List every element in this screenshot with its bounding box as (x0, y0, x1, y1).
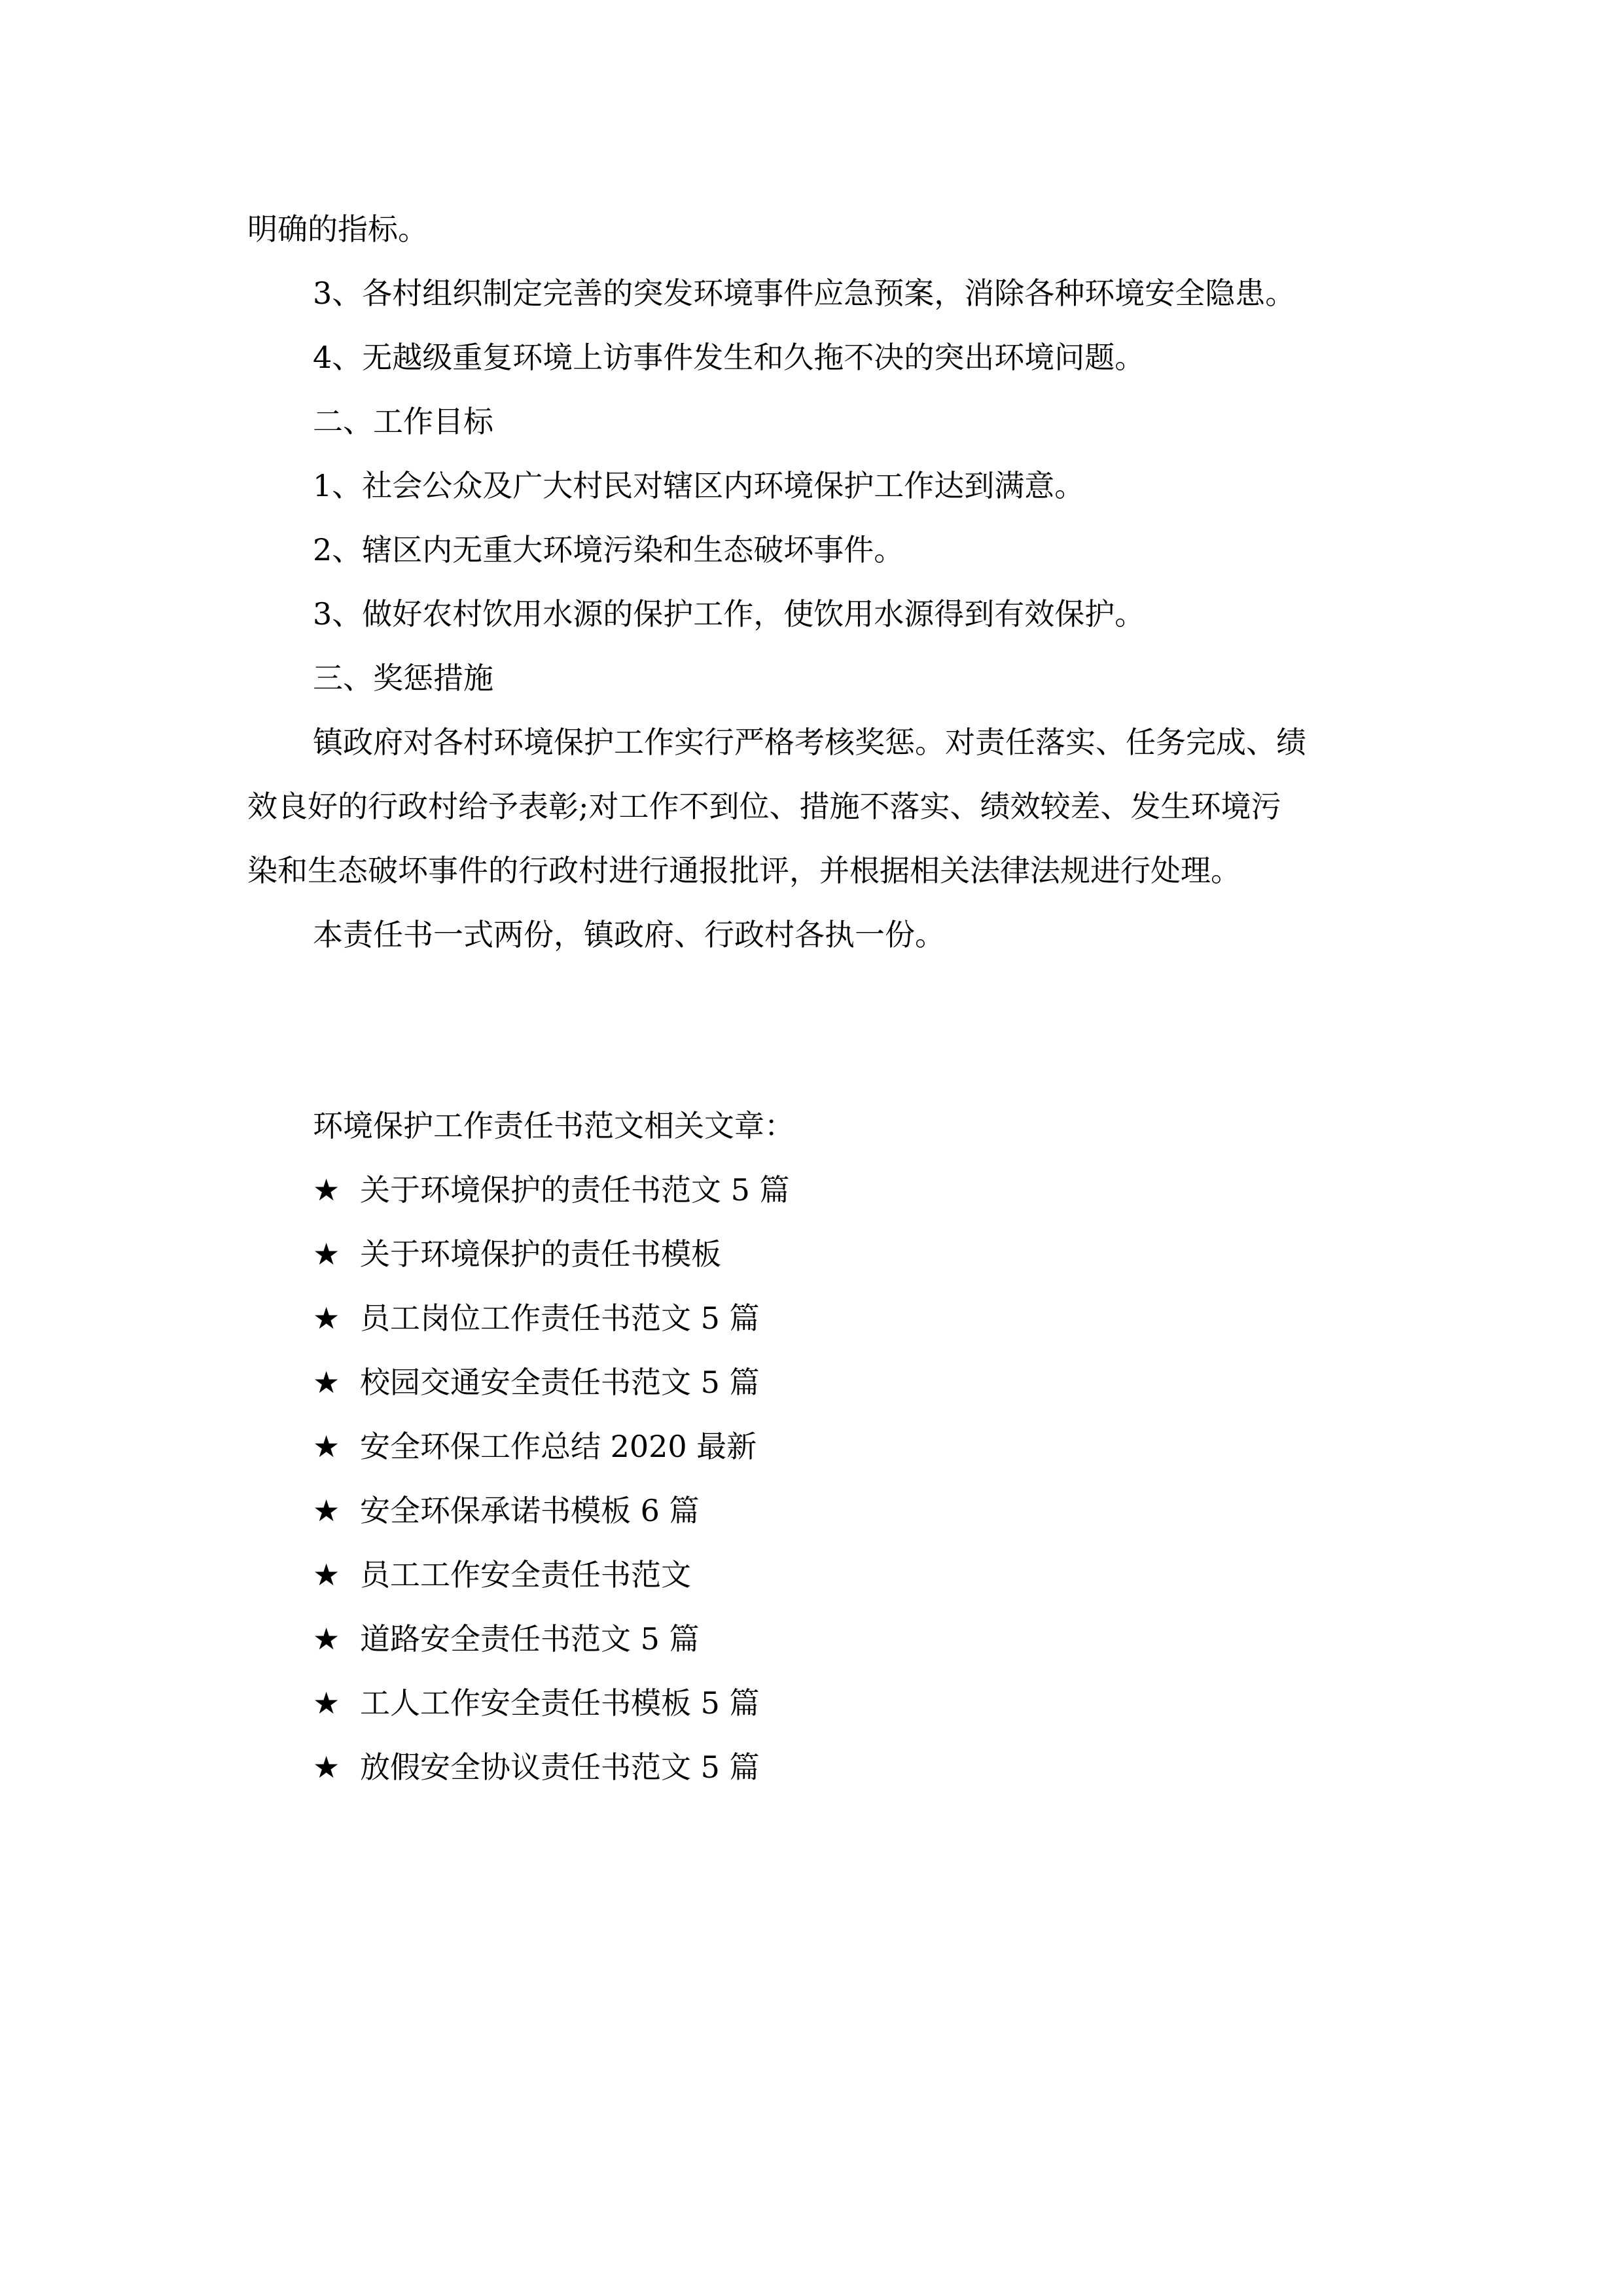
section-heading-work-goals: 二、工作目标 (313, 404, 493, 439)
star-icon: ★ (313, 1685, 340, 1721)
rewards-paragraph-line-1: 镇政府对各村环境保护工作实行严格考核奖惩。对责任落实、任务完成、绩 (313, 725, 1306, 760)
star-icon: ★ (313, 1557, 340, 1592)
related-article-item[interactable] (313, 1555, 691, 1594)
related-article-link[interactable]: 放假安全协议责任书范文 5 篇 (360, 1749, 760, 1785)
related-articles-heading: 环境保护工作责任书范文相关文章： (313, 1108, 794, 1143)
rewards-paragraph-line-2: 效良好的行政村给予表彰;对工作不到位、措施不落实、绩效较差、发生环境污 (247, 789, 1281, 824)
body-line-continuation: 明确的指标。 (247, 211, 428, 247)
star-icon: ★ (313, 1621, 340, 1657)
goal-item-3: 3、做好农村饮用水源的保护工作，使饮用水源得到有效保护。 (313, 596, 1145, 632)
star-icon: ★ (313, 1749, 340, 1785)
body-item-3: 3、各村组织制定完善的突发环境事件应急预案，消除各种环境安全隐患。 (313, 276, 1296, 311)
related-article-item[interactable] (313, 1363, 760, 1402)
star-icon: ★ (313, 1236, 340, 1272)
related-article-link[interactable]: 道路安全责任书范文 5 篇 (360, 1621, 700, 1657)
related-article-link[interactable]: 员工工作安全责任书范文 (360, 1557, 691, 1592)
body-item-4: 4、无越级重复环境上访事件发生和久拖不决的突出环境问题。 (313, 340, 1145, 375)
star-icon: ★ (313, 1429, 340, 1464)
goal-item-2: 2、辖区内无重大环境污染和生态破坏事件。 (313, 532, 904, 567)
related-article-link[interactable]: 安全环保工作总结 2020 最新 (360, 1429, 757, 1464)
star-icon: ★ (313, 1172, 340, 1208)
related-article-item[interactable] (313, 1299, 760, 1338)
star-icon: ★ (313, 1300, 340, 1336)
related-article-item[interactable] (313, 1491, 700, 1530)
related-article-link[interactable]: 工人工作安全责任书模板 5 篇 (360, 1685, 760, 1721)
related-article-link[interactable]: 安全环保承诺书模板 6 篇 (360, 1493, 700, 1528)
related-article-item[interactable] (313, 1683, 760, 1723)
goal-item-1: 1、社会公众及广大村民对辖区内环境保护工作达到满意。 (313, 468, 1085, 503)
star-icon: ★ (313, 1493, 340, 1528)
related-article-item[interactable] (313, 1427, 757, 1466)
star-icon: ★ (313, 1365, 340, 1400)
rewards-paragraph-line-3: 染和生态破坏事件的行政村进行通报批评，并根据相关法律法规进行处理。 (247, 853, 1241, 888)
related-article-link[interactable]: 员工岗位工作责任书范文 5 篇 (360, 1300, 760, 1336)
closing-paragraph: 本责任书一式两份，镇政府、行政村各执一份。 (313, 917, 945, 952)
related-article-item[interactable] (313, 1234, 721, 1274)
related-article-link[interactable]: 校园交通安全责任书范文 5 篇 (360, 1365, 760, 1400)
related-article-item[interactable] (313, 1748, 760, 1787)
related-article-item[interactable] (313, 1170, 790, 1210)
related-article-link[interactable]: 关于环境保护的责任书范文 5 篇 (360, 1172, 790, 1208)
related-article-item[interactable] (313, 1619, 700, 1659)
section-heading-rewards: 三、奖惩措施 (313, 660, 493, 696)
related-article-link[interactable]: 关于环境保护的责任书模板 (360, 1236, 721, 1272)
